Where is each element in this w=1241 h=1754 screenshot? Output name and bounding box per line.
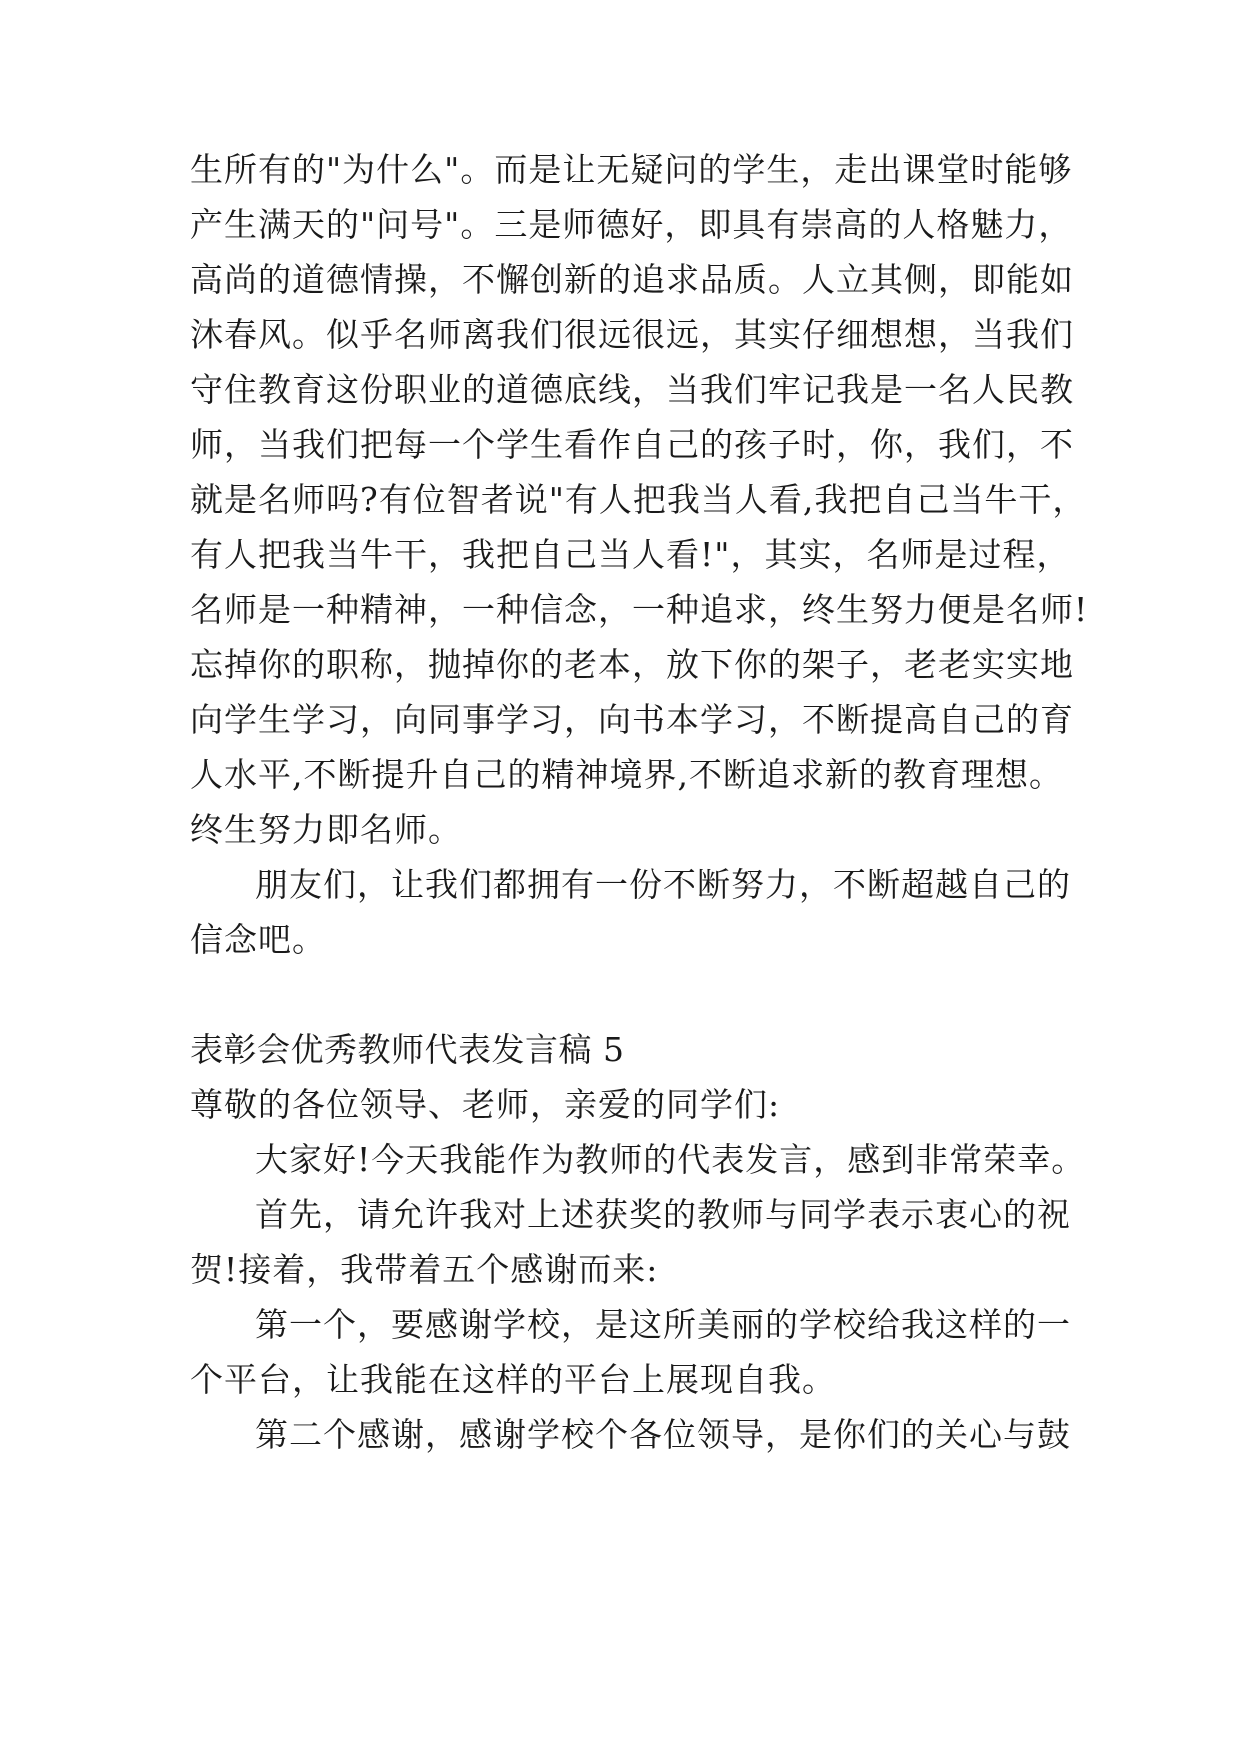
text-line: 产生满天的"问号"。三是师德好，即具有崇高的人格魅力， — [190, 205, 1073, 244]
section-title: 表彰会优秀教师代表发言稿 5 — [190, 1030, 625, 1069]
text-line: 就是名师吗?有位智者说"有人把我当人看,我把自己当牛干， — [190, 480, 1087, 519]
text-line: 第一个，要感谢学校，是这所美丽的学校给我这样的一 — [255, 1305, 1071, 1344]
text-line: 第二个感谢，感谢学校个各位领导，是你们的关心与鼓 — [255, 1415, 1071, 1454]
text-line: 贺!接着，我带着五个感谢而来: — [190, 1250, 659, 1289]
greeting: 大家好!今天我能作为教师的代表发言，感到非常荣幸。 — [255, 1140, 1086, 1179]
text-line: 首先，请允许我对上述获奖的教师与同学表示衷心的祝 — [255, 1195, 1071, 1234]
text-line: 名师是一种精神，一种信念，一种追求，终生努力便是名师! — [190, 590, 1089, 629]
text-line: 沐春风。似乎名师离我们很远很远，其实仔细想想，当我们 — [190, 315, 1074, 354]
text-line: 忘掉你的职称，抛掉你的老本，放下你的架子，老老实实地 — [190, 645, 1074, 684]
text-line: 个平台，让我能在这样的平台上展现自我。 — [190, 1360, 836, 1399]
text-line: 高尚的道德情操，不懈创新的追求品质。人立其侧，即能如 — [190, 260, 1074, 299]
text-line: 人水平,不断提升自己的精神境界,不断追求新的教育理想。 — [190, 755, 1063, 794]
text-line: 终生努力即名师。 — [190, 810, 462, 849]
text-line: 有人把我当牛干，我把自己当人看!"，其实，名师是过程， — [190, 535, 1071, 574]
text-line: 守住教育这份职业的道德底线，当我们牢记我是一名人民教 — [190, 370, 1074, 409]
text-line: 向学生学习，向同事学习，向书本学习，不断提高自己的育 — [190, 700, 1074, 739]
salutation: 尊敬的各位领导、老师，亲爱的同学们: — [190, 1085, 781, 1124]
text-line: 信念吧。 — [190, 920, 326, 959]
text-line: 朋友们，让我们都拥有一份不断努力，不断超越自己的 — [255, 865, 1071, 904]
text-line: 师，当我们把每一个学生看作自己的孩子时，你，我们，不 — [190, 425, 1074, 464]
text-line: 生所有的"为什么"。而是让无疑问的学生，走出课堂时能够 — [190, 150, 1073, 189]
